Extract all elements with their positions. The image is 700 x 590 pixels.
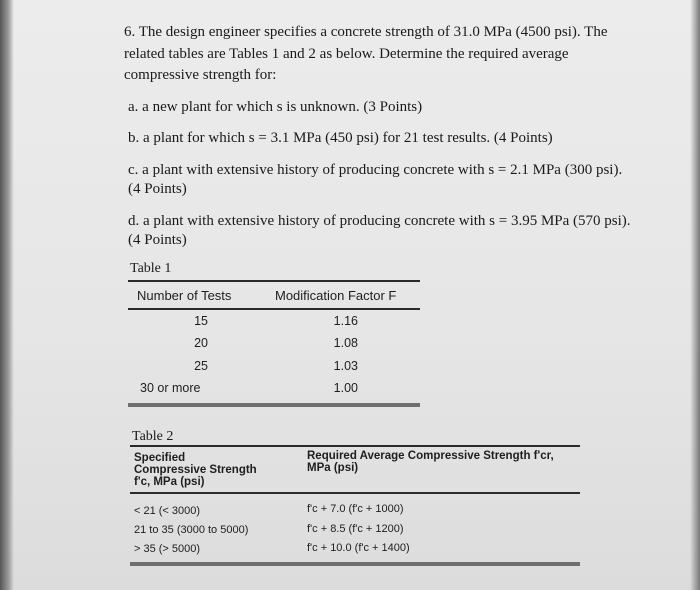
table1-title: Table 1: [130, 261, 172, 276]
table1-cell: 1.08: [333, 336, 358, 350]
table2-cell: < 21 (< 3000): [134, 505, 201, 517]
table2-cell: f'c + 8.5 (f'c + 1200): [307, 523, 404, 535]
part-d: d. a plant with extensive history of producing concrete with s = 3.95 MPa (570 psi).: [128, 213, 631, 229]
question-line-2: related tables are Tables 1 and 2 as below. Determine the required average: [124, 46, 569, 62]
table1-bottom-rule: [128, 403, 420, 407]
part-a: a. a new plant for which s is unknown. (3 Points): [128, 99, 423, 115]
table2-header-right-2: MPa (psi): [307, 462, 359, 474]
table2-bottom-rule: [130, 562, 580, 566]
table2-header-right-1: Required Average Compressive Strength f'cr,: [307, 450, 554, 462]
table1-header-factor: Modification Factor F: [275, 288, 397, 303]
table1-cell: 15: [194, 314, 208, 328]
page-edge-shadow-right: [690, 0, 700, 590]
table1-cell: 30 or more: [140, 381, 201, 395]
part-b: b. a plant for which s = 3.1 MPa (450 psi) for 21 test results. (4 Points): [128, 130, 553, 146]
table2-header-left-2: Compressive Strength: [134, 464, 257, 476]
table2-header-left-1: Specified: [134, 452, 186, 464]
table2-top-rule: [130, 445, 580, 447]
table1-cell: 1.03: [333, 359, 358, 373]
table1-header-rule: [128, 308, 420, 310]
table2-cell: > 35 (> 5000): [134, 543, 201, 555]
table1-header-tests: Number of Tests: [137, 288, 232, 303]
table1-cell: 25: [194, 359, 208, 373]
table2-header-rule: [130, 492, 580, 494]
table2-header-left-3: f'c, MPa (psi): [134, 476, 205, 488]
table1-cell: 1.16: [333, 314, 358, 328]
table2-title: Table 2: [132, 429, 174, 444]
question-line-3: compressive strength for:: [124, 67, 277, 83]
part-c: c. a plant with extensive history of producing concrete with s = 2.1 MPa (300 psi).: [128, 162, 623, 178]
table1-top-rule: [128, 280, 420, 282]
table2-cell: f'c + 10.0 (f'c + 1400): [307, 542, 410, 554]
part-c-points: (4 Points): [128, 181, 187, 197]
page-edge-shadow: [0, 0, 14, 590]
table2-cell: 21 to 35 (3000 to 5000): [134, 524, 249, 536]
table2-cell: f'c + 7.0 (f'c + 1000): [307, 503, 404, 515]
part-d-points: (4 Points): [128, 232, 187, 248]
table1-cell: 20: [194, 336, 208, 350]
table1-cell: 1.00: [333, 381, 358, 395]
question-line-1: 6. The design engineer specifies a concrete strength of 31.0 MPa (4500 psi). The: [124, 24, 608, 40]
